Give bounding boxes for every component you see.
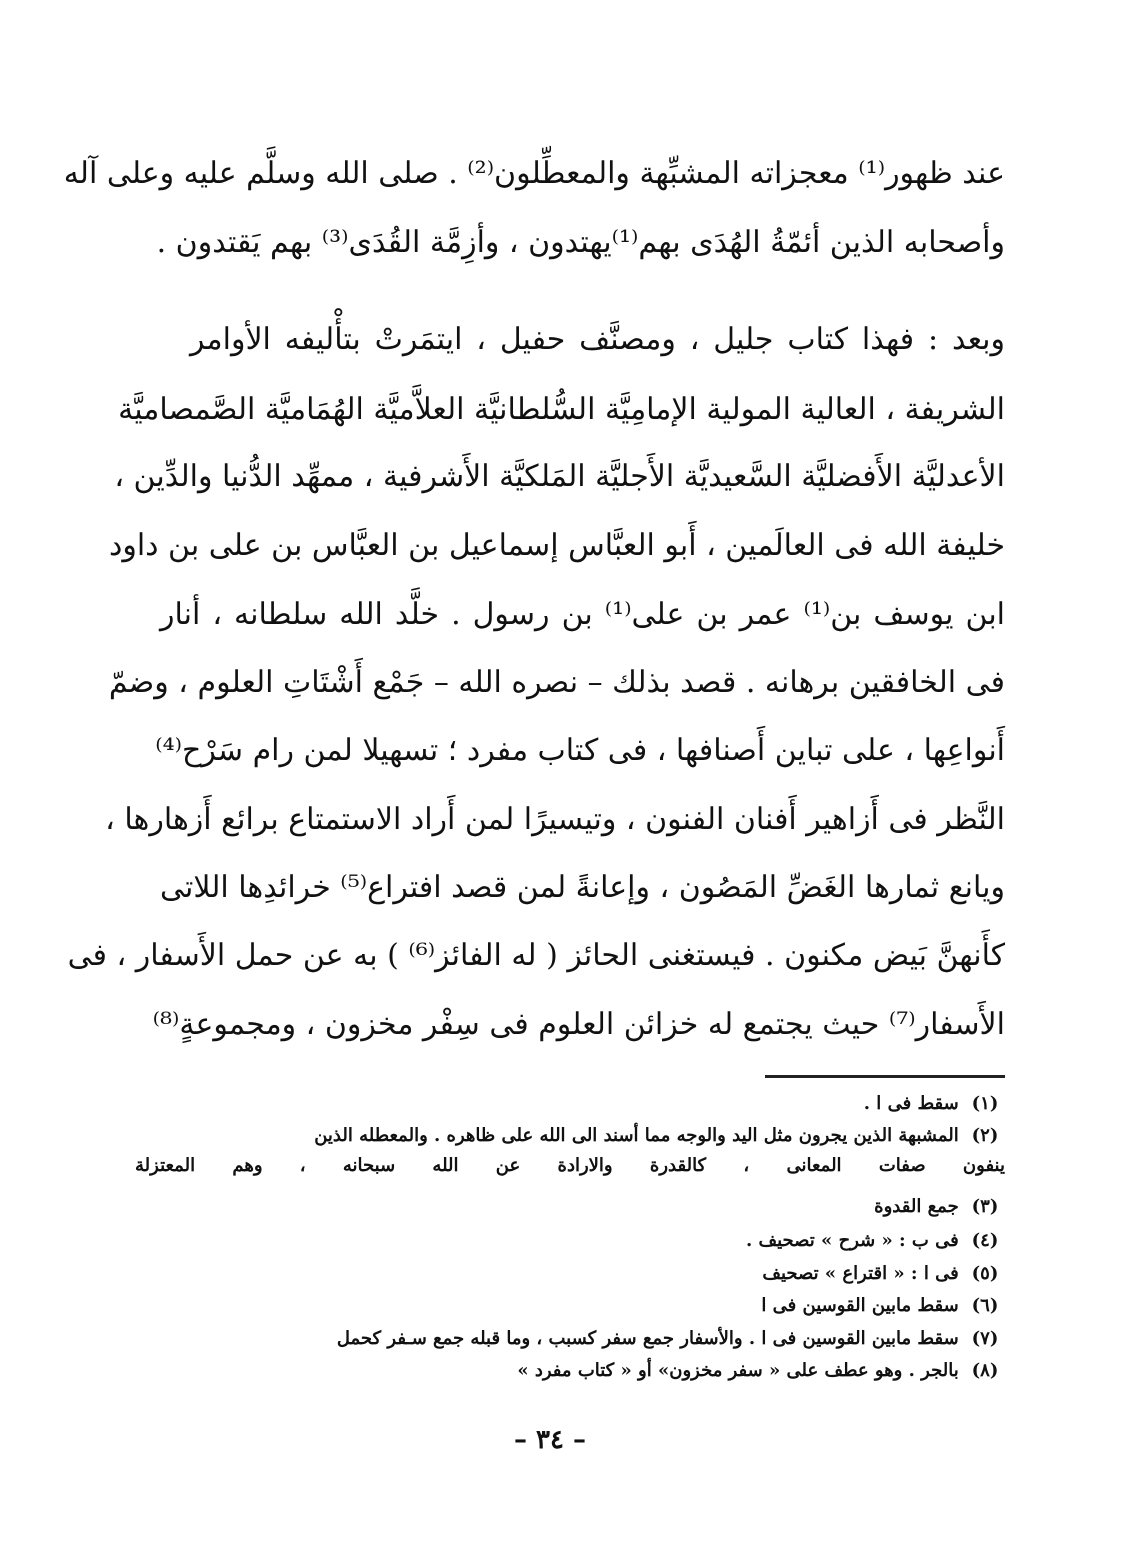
footnote-item	[135, 1125, 1005, 1146]
footnote-text: جمع القدوة	[874, 1196, 959, 1217]
footnote-item	[135, 1093, 1005, 1114]
footnote-text: ينفون صفات المعانى ، كالقدرة والارادة عن الله سبحانه ، وهم المعتزلة	[135, 1155, 1005, 1176]
footnote-text: فى ا : « اقتراع » تصحيف	[762, 1263, 959, 1284]
text-line: فى الخافقين برهانه . قصد بذلك – نصره الله – جَمْع أَشْتَاتِ العلوم ، وضمّ	[108, 665, 1005, 700]
footnote-text: فى ب : « شرح » تصحيف .	[745, 1230, 959, 1251]
text-line: الشريفة ، العالية المولية الإمامِيَّة السُّلطانيَّة العلاَّميَّة الهُمَاميَّة الصَّمصاميَّة	[118, 392, 1005, 427]
footnote-number: (٤)	[971, 1230, 999, 1251]
footnote-item	[135, 1263, 1005, 1284]
footnote-text: بالجر . وهو عطف على « سفر مخزون» أو « كتاب مفرد »	[517, 1360, 959, 1381]
footnote-number: (٥)	[971, 1263, 999, 1284]
footnote-number: (٢)	[971, 1125, 999, 1146]
text-line: النَّظر فى أَزاهير أَفنان الفنون ، وتيسيرًا لمن أَراد الاستمتاع برائع أَزهارها ،	[105, 802, 1005, 837]
footnote-text: سقط مابين القوسين فى ا	[761, 1295, 959, 1316]
text-line: كأَنهنَّ بَيض مكنون . فيستغنى الحائز ( له الفائز⁽⁶⁾ ) به عن حمل الأَسفار ، فى	[67, 938, 1005, 973]
footnote-item	[135, 1360, 1005, 1381]
footnote-number: (٣)	[971, 1196, 999, 1217]
footnote-number: (٧)	[971, 1328, 999, 1349]
footnote-divider	[765, 1075, 1005, 1078]
text-line: ابن يوسف بن⁽¹⁾ عمر بن على⁽¹⁾ بن رسول . خلَّد الله سلطانه ، أنار	[160, 597, 1006, 632]
footnote-text: المشبهة الذين يجرون مثل اليد والوجه مما أسند الى الله على ظاهره . والمعطله الذين	[314, 1125, 959, 1146]
footnote-item	[135, 1196, 1005, 1217]
main-text	[63, 155, 1006, 1042]
footnote-item	[135, 1328, 1005, 1349]
footnote-text: سقط فى ا .	[863, 1093, 959, 1114]
text-line: وأصحابه الذين أئمّةُ الهُدَى بهم⁽¹⁾يهتدون ، وأزِمَّة القُدَى⁽³⁾ بهم يَقتدون .	[156, 225, 1005, 260]
footnote-number: (٨)	[971, 1360, 999, 1381]
text-line: خليفة الله فى العالَمين ، أَبو العبَّاس إسماعيل بن العبَّاس بن على بن داود	[108, 528, 1005, 563]
footnote-number: (١)	[971, 1093, 999, 1114]
footnote-continuation	[135, 1155, 1005, 1176]
footnote-item	[135, 1295, 1005, 1316]
text-line: وبعد : فهذا كتاب جليل ، ومصنَّف حفيل ، ايتمَرتْ بتأْليفه الأوامر	[190, 322, 1005, 357]
footnote-text: سقط مابين القوسين فى ا . والأسفار جمع سفر كسبب ، وما قبله جمع سـفر كحمل	[336, 1328, 959, 1349]
text-line: ويانع ثمارها الغَضِّ المَصُون ، وإعانةً لمن قصد افتراع⁽⁵⁾ خرائدِها اللاتى	[160, 870, 1005, 905]
text-line: الأَسفار⁽⁷⁾ حيث يجتمع له خزائن العلوم فى سِفْر مخزون ، ومجموعةٍ⁽⁸⁾	[152, 1007, 1005, 1042]
text-line: عند ظهور⁽¹⁾ معجزاته المشبِّهة والمعطِّلون⁽²⁾ . صلى الله وسلَّم عليه وعلى آله	[63, 156, 1005, 191]
text-line: الأعدليَّة الأَفضليَّة السَّعيديَّة الأَجليَّة المَلكيَّة الأَشرفية ، ممهِّد الدُّنيا والدِّين ،	[114, 459, 1005, 494]
footnote-number: (٦)	[971, 1295, 999, 1316]
text-line: أَنواعِها ، على تباين أَصنافها ، فى كتاب مفرد ؛ تسهيلا لمن رام سَرْح⁽⁴⁾	[155, 733, 1005, 768]
page-number: – ٣٤ –	[513, 1425, 587, 1455]
footnote-item	[135, 1230, 1005, 1251]
